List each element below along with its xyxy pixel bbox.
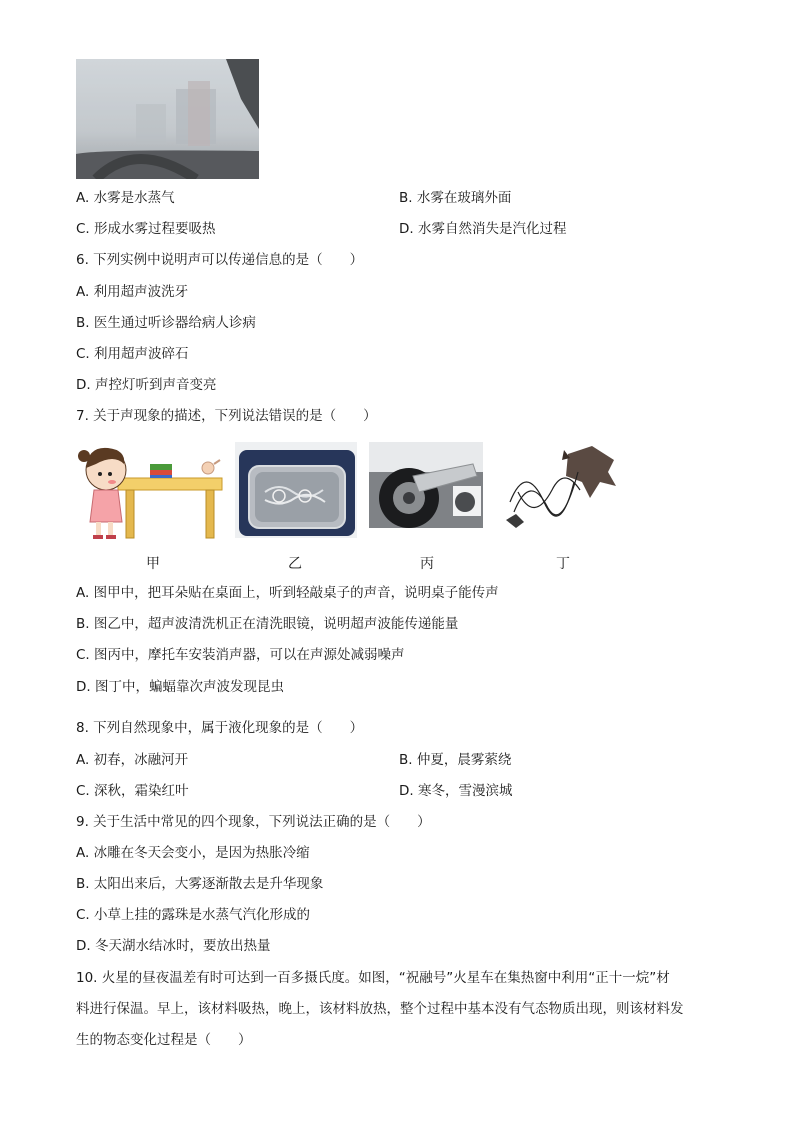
- figure-caption-jia: 甲: [146, 556, 160, 572]
- figure-caption-yi: 乙: [288, 556, 302, 572]
- q8-stem: 8. 下列自然现象中，属于液化现象的是（ ）: [76, 720, 364, 736]
- q6-stem: 6. 下列实例中说明声可以传递信息的是（ ）: [76, 252, 364, 268]
- q5-option-d: D. 水雾自然消失是汽化过程: [399, 221, 567, 237]
- q9-option-a: A. 冰雕在冬天会变小，是因为热胀冷缩: [76, 845, 310, 861]
- q10-stem-line-2: 料进行保温。早上，该材料吸热，晚上，该材料放热，整个过程中基本没有气态物质出现，则该材料发: [76, 1001, 684, 1017]
- q7-option-b: B. 图乙中，超声波清洗机正在清洗眼镜，说明超声波能传递能量: [76, 616, 459, 632]
- q8-option-d: D. 寒冬，雪漫滨城: [399, 783, 513, 799]
- q7-stem: 7. 关于声现象的描述，下列说法错误的是（ ）: [76, 408, 377, 424]
- q10-stem-line-1: 10. 火星的昼夜温差有时可达到一百多摄氏度。如图，“祝融号”火星车在集热窗中利用“正十一烷”材: [76, 970, 670, 986]
- q6-option-c: C. 利用超声波碎石: [76, 346, 189, 362]
- foggy-windshield-photo: [76, 59, 259, 179]
- figure-yi-ultrasonic-cleaner: [235, 442, 357, 538]
- q8-option-b: B. 仲夏，晨雾萦绕: [399, 752, 512, 768]
- q9-option-b: B. 太阳出来后，大雾逐渐散去是升华现象: [76, 876, 324, 892]
- figure-bing-motorcycle-muffler: [369, 442, 483, 528]
- q9-option-c: C. 小草上挂的露珠是水蒸气汽化形成的: [76, 907, 311, 923]
- q6-option-b: B. 医生通过听诊器给病人诊病: [76, 315, 256, 331]
- q5-option-a: A. 水雾是水蒸气: [76, 190, 175, 206]
- q5-option-c: C. 形成水雾过程要吸热: [76, 221, 216, 237]
- q7-option-c: C. 图丙中，摩托车安装消声器，可以在声源处减弱噪声: [76, 647, 405, 663]
- q6-option-d: D. 声控灯听到声音变亮: [76, 377, 217, 393]
- figure-caption-bing: 丙: [420, 556, 434, 572]
- figure-caption-ding: 丁: [556, 556, 570, 572]
- q9-option-d: D. 冬天湖水结冰时，要放出热量: [76, 938, 271, 954]
- figure-jia-girl-table: [78, 442, 228, 542]
- q5-option-b: B. 水雾在玻璃外面: [399, 190, 512, 206]
- q7-option-a: A. 图甲中，把耳朵贴在桌面上，听到轻敲桌子的声音，说明桌子能传声: [76, 585, 499, 601]
- q8-option-c: C. 深秋，霜染红叶: [76, 783, 189, 799]
- q6-option-a: A. 利用超声波洗牙: [76, 284, 189, 300]
- q7-option-d: D. 图丁中，蝙蝠靠次声波发现昆虫: [76, 679, 284, 695]
- q8-option-a: A. 初春，冰融河开: [76, 752, 189, 768]
- figure-ding-bat-echolocation: [504, 442, 620, 532]
- q9-stem: 9. 关于生活中常见的四个现象，下列说法正确的是（ ）: [76, 814, 431, 830]
- q10-stem-line-3: 生的物态变化过程是（ ）: [76, 1032, 252, 1048]
